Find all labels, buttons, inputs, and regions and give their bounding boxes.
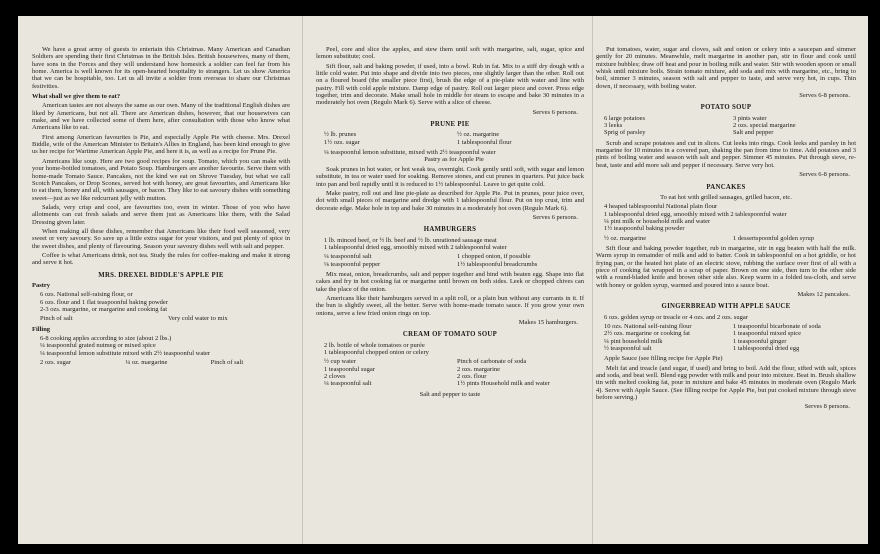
ingredient: 1 teaspoonful ginger	[733, 337, 787, 345]
column-left	[32, 46, 290, 369]
ingredient: 2 ozs. margarine	[457, 365, 501, 373]
ingredient: Apple Sauce (see filling recipe for Apple Pie)	[604, 355, 723, 363]
ingredient-group-label: Pastry	[32, 281, 51, 289]
paragraph: Put tomatoes, water, sugar and cloves, salt and onion or celery into a saucepan and simmer gently for 20 minutes. Meanwhile, melt margarine in another pan, stir in flour and cook until mixture bubbles; draw off heat and pour in boiling milk and water. Stir with wooden spoon or small whisk until mixture boils. Strain tomato mixture, add soda and mix with margarine, etc., bring to boil, simmer 3 minutes, season with salt and pepper to taste, and serve very hot, in cups. Thin down, if necessary, with boiling water.	[596, 46, 856, 90]
section-heading: What shall we give them to eat?	[32, 93, 121, 101]
ingredient-list	[604, 203, 856, 232]
ingredient: Sprig of parsley	[604, 129, 646, 137]
ingredient: Pinch of salt	[210, 359, 244, 367]
ingredient: 1 tablespoonful dried egg	[733, 345, 800, 353]
paragraph: Soak prunes in hot water, or hot weak tea, overnight. Cook gently until soft, with sugar and lemon substitute, in tea or water used for soaking. Remove stones, and cut prunes in quarters. Put juice back into pan and boil rapidly until it is reduced to 1½ tablespoonful. Leave to get quite cold.	[316, 165, 584, 188]
ingredient-list	[40, 359, 290, 366]
ingredient: 6-8 cooking apples according to size (about 2 lbs.)	[40, 335, 172, 343]
paragraph: Make pastry, roll out and line pie-plate as described for Apple Pie. Put in prunes, pour juice over, dot with small pieces of margarine and dredge with 1 tablespoonful flour. Put on top crust, trim and decorate edge. Make hole in top and bake 30 minutes in a moderately hot oven (Regulo Mark 6).	[316, 189, 584, 212]
ingredient: 1½ ozs. sugar	[324, 138, 360, 146]
ingredient: 1 teaspoonful sugar	[324, 365, 375, 373]
recipe-title: CREAM OF TOMATO SOUP	[402, 331, 498, 339]
ingredient: 4 heaped tablespoonful National plain flour	[604, 203, 718, 211]
recipe-title: PRUNE PIE	[430, 121, 470, 129]
ingredient-list	[604, 115, 856, 137]
ingredient: ½ lb. prunes	[324, 131, 357, 139]
column-right	[596, 46, 856, 413]
ingredient-list	[604, 323, 856, 352]
serves-note: Serves 6-8 persons.	[799, 92, 850, 100]
ingredient: ¼ teaspoonful salt	[324, 380, 372, 388]
ingredient: Very cold water to mix	[168, 315, 228, 323]
ingredient: 6 ozs. flour and 1 flat teaspoonful baking powder	[40, 298, 168, 306]
ingredient: 1 tablespoonful dried egg, smoothly mixed with 2 tablespoonful water	[324, 243, 507, 251]
serves-note: Serves 6-8 persons.	[799, 171, 850, 179]
makes-note: Makes 12 pancakes.	[797, 290, 850, 298]
ingredient-list	[324, 149, 584, 164]
ingredient: ⅛ teaspoonful pepper	[324, 260, 381, 268]
ingredient: ¼ pint household milk	[604, 337, 663, 345]
ingredient: 1 tablespoonful chopped onion or celery	[324, 349, 429, 357]
ingredient: 6 ozs. golden syrup or treacle or 4 ozs. and 2 ozs. sugar	[604, 313, 748, 321]
ingredient-list	[40, 335, 290, 357]
ingredient: ½ oz. margarine	[604, 234, 647, 242]
ingredient: 2 ozs. sugar	[40, 359, 71, 367]
serves-note: Serves 6 persons.	[532, 213, 578, 221]
paragraph: American tastes are not always the same as our own. Many of the traditional English dishes are liked by Americans, but not all. There are American dishes, however, that our housewives can make, and we have collected some of them here, after consultation with those who know what Americans like to eat.	[32, 102, 290, 132]
paragraph: Coffee is what Americans drink, not tea. Study the rules for coffee-making and make it strong and serve it hot.	[32, 251, 290, 267]
paragraph: Sift flour and baking powder together, rub in margarine, stir in egg beaten with half the milk. Warm syrup in remainder of milk and add to batter. Cook in tablespoonful on a hot griddle, or hot frying pan, or the heated hot plate of an electric stove, rubbing the surface over first of all with a piece of cooking fat wrapped in a scrap of paper. Brown on one side, then turn to the other side with a round-bladed knife and brown other side also. Keep warm in a folded tea-cloth, and serve with honey or golden syrup, warmed and poured into a sauce boat.	[596, 244, 856, 289]
ingredient: 1 teaspoonful mixed spice	[733, 330, 802, 338]
ingredient: 10 ozs. National self-raising flour	[604, 323, 692, 330]
ingredient-list	[324, 253, 584, 268]
ingredient: ¼ oz. margarine	[125, 359, 168, 367]
ingredient: ½ cup water	[324, 358, 356, 366]
paragraph: First among American favourites is Pie, and especially Apple Pie with cheese. Mrs. Drexel Biddle, wife of the American Minister to Britain's Allies in England, has been kind enough to give us her recipe for Wartime American Apple Pie, and here it is, as well as a recipe for Prune Pie.	[32, 133, 290, 156]
ingredient: 2 ozs. flour	[457, 373, 487, 381]
ingredient: 1 lb. minced beef, or ½ lb. beef and ½ lb. unrationed sausage meat	[324, 236, 497, 244]
ingredient: Pinch of salt	[40, 315, 73, 323]
fold-line	[592, 16, 593, 544]
recipe-intro: To eat hot with grilled sausages, grilled bacon, etc.	[660, 193, 792, 201]
ingredient: Pastry as for Apple Pie	[424, 156, 484, 164]
ingredient: 2 ozs. special margarine	[733, 122, 796, 130]
serves-note: Serves 8 persons.	[804, 403, 850, 411]
ingredient-list	[604, 235, 856, 242]
ingredient-list	[324, 342, 584, 357]
paragraph: Americans like soup. Here are two good recipes for soup. Tomato, which you can make with your home-bottled tomatoes, and Potato Soup. Hamburgers are another favourite. Serve them with home-made Tomato Sauce. Pancakes, not the kind we eat on Shrove Tuesday, but what we call Scotch Pancakes, or Drop Scones, served hot with honey, are great favourites, and Americans like to eat them, honey and all, with sausages, or bacon. They like to eat savoury dishes with something sweet—just as we like redcurrant jelly with mutton.	[32, 157, 290, 202]
ingredient: 1 tablespoonful flour	[457, 138, 512, 146]
ingredient: ¼ teaspoonful lemon substitute mixed with 2½ teaspoonful water	[40, 349, 211, 357]
ingredient: ¼ pint milk or household milk and water	[604, 217, 711, 225]
ingredient: ½ teaspoonful salt	[604, 345, 652, 353]
leaflet-page	[18, 16, 868, 544]
paragraph: Mix meat, onion, breadcrumbs, salt and pepper together and bind with beaten egg. Shape into flat cakes and fry in hot cooking fat or margarine until brown on both sides. Leek or chopped chives can take the place of the onion.	[316, 270, 584, 293]
ingredient-group-label: Filling	[32, 325, 51, 333]
ingredient: 3 pints water	[733, 114, 767, 122]
paragraph: Scrub and scrape potatoes and cut in slices. Cut leeks into rings. Cook leeks and parsley in hot margarine for 10 minutes in a covered pan, shaking the pan from time to time. Add potatoes and 3 pints of boiling water and season with salt and pepper. Simmer 45 minutes. Put through sieve, re-heat, taste and add more salt and pepper if necessary. Serve very hot.	[596, 139, 856, 169]
paragraph: We have a great army of guests to entertain this Christmas. Many American and Canadian Soldiers are spending their first Christmas in the British Isles. British housewives, many of them, have sons in the Forces and they will understand how homesick a soldier can feel far from his home. America is well known for its open-hearted hospitality to strangers. Let us show America that we can be hospitable, too. Let us all invite a soldier from overseas to share our Christmas festivities.	[32, 46, 290, 90]
ingredient: ¼ teaspoonful salt	[324, 253, 372, 261]
ingredient: Salt and pepper to taste	[419, 390, 481, 398]
ingredient-list	[324, 358, 584, 387]
column-middle	[316, 46, 584, 400]
paragraph: Salads, very crisp and cool, are favourites too, even in winter. Those of you who have allotments can cut fresh salads and serve them just as Americans like them, with the Salad Dressing given later.	[32, 203, 290, 226]
ingredient-list	[40, 315, 290, 322]
ingredient: 2 lb. bottle of whole tomatoes or purée	[324, 341, 425, 349]
ingredient: ½ oz. margarine	[457, 131, 500, 139]
ingredient: 6 ozs. National self-raising flour, or	[40, 291, 133, 299]
ingredient: 2 cloves	[324, 373, 346, 381]
fold-line	[302, 16, 303, 544]
ingredient: 1 teaspoonful bicarbonate of soda	[733, 323, 821, 330]
ingredient: ¼ teaspoonful grated nutmeg or mixed spice	[40, 342, 156, 350]
ingredient: Salt and pepper	[733, 129, 774, 137]
ingredient-list	[324, 237, 584, 252]
ingredient: Pinch of carbonate of soda	[457, 358, 527, 366]
ingredient: 1½ tablespoonful breadcrumbs	[457, 260, 538, 268]
ingredient: 6 large potatoes	[604, 114, 646, 122]
paragraph: Americans like their hamburgers served in a split roll, or a plain bun without any currants in it. If the bun is slightly sweet, all the better. Serve with home-made tomato sauce. If you grow your own onions, serve a few fried onion rings on top.	[316, 294, 584, 317]
ingredient-list	[604, 314, 856, 321]
recipe-title: GINGERBREAD WITH APPLE SAUCE	[661, 303, 791, 311]
paragraph: Melt fat and treacle (and sugar, if used) and bring to boil. Add the flour, sifted with salt, spices and soda, and beat well. Blend egg powder with milk and pour into mixture. Beat in. Brush shallow tin with melted cooking fat, pour in mixture and bake 45 minutes in moderate oven (Regulo Mark 4). Serve with Apple Sauce. (See filling recipe for Apple Pie, but put cooked mixture through sieve before serving.)	[596, 364, 856, 402]
makes-note: Makes 15 hamburgers.	[518, 319, 578, 326]
recipe-title: POTATO SOUP	[700, 104, 752, 112]
ingredient: 2-3 ozs. margarine, or margarine and cooking fat	[40, 306, 168, 313]
recipe-title: PANCAKES	[706, 183, 746, 191]
recipe-title: MRS. DREXEL BIDDLE'S APPLE PIE	[98, 271, 224, 279]
ingredient: 1½ pints Household milk and water	[457, 380, 550, 388]
ingredient: 3 leeks	[604, 122, 623, 130]
ingredient: 1 tablespoonful dried egg, smoothly mixed with 2 tablespoonful water	[604, 210, 787, 218]
paragraph: Peel, core and slice the apples, and stew them until soft with margarine, salt, sugar, spice and lemon substitute; cool.	[316, 46, 584, 61]
ingredient: 1 dessertspoonful golden syrup	[733, 234, 815, 242]
ingredient: ¼ teaspoonful lemon substitute, mixed with 2½ teaspoonful water	[324, 149, 496, 157]
paragraph: Sift flour, salt and baking powder, if used, into a bowl. Rub in fat. Mix to a stiff dry dough with a little cold water. Put into shape and divide into two pieces, one slightly larger than the other. Roll out on a floured board (the smaller piece first), brush the edge of a pie-plate with water and line with pastry. Fill with cold apple mixture. Damp edge of pastry. Roll out larger piece and cover. Press edge together, trim and decorate. Make small hole in middle for steam to escape and bake 30 minutes in a moderately hot oven (Regulo Mark 6). Serve with a slice of cheese.	[316, 62, 584, 107]
recipe-title: HAMBURGERS	[423, 226, 477, 234]
paragraph: When making all these dishes, remember that Americans like their food well seasoned, very sweet or very savoury. So save up a little extra sugar for your visitors, and put plenty of spice in the sweet dishes, and plenty of flavouring. Season your savoury dishes well with salt and pepper.	[32, 227, 290, 250]
serves-note: Serves 6 persons.	[532, 108, 578, 116]
ingredient: 2½ ozs. margarine or cooking fat	[604, 330, 690, 338]
ingredient: 1 chopped onion, if possible	[457, 253, 531, 261]
ingredient-list	[324, 131, 584, 146]
ingredient: 1½ teaspoonful baking powder	[604, 225, 685, 233]
ingredient-list	[40, 291, 290, 313]
